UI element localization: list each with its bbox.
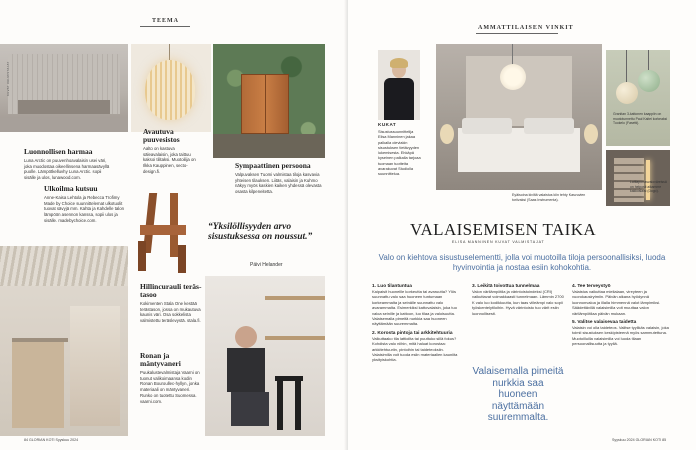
photo-kitchen: [0, 246, 128, 436]
item-text-1: Aalto on kastuva säleavalaisin, joka taittuu kaksoi tilitaksi. Muotoilija on Ilkka Kauppinen, secto-design.fi.: [143, 145, 196, 174]
photo-caption-stairs: Lattiaporrasvaloväreissä on helposti aikamme kakkoslaisi (Dogo).: [630, 180, 667, 194]
item-title-0: Luonnollisen harmaa: [24, 147, 93, 156]
photo-expert-portrait: [378, 50, 420, 120]
byline: ELISA MANNINEN KUVAT VALMISTAJAT: [452, 240, 545, 244]
deck: Valo on kiehtova sisustuselementti, jolla voi muotoilla tiloja persoonallisiksi, luoda hyvinvointia ja nostaa esiin kohokohtia.: [378, 253, 666, 272]
folio-left: 84 GLORIAN KOTI Syyskuu 2024: [24, 438, 79, 442]
tip-text-1: Valkuttaako tila lattioilta tai puuttuko sillä fokus? Kohdista valo niihin, mitä haluat korostaa: arkkitehtuuriin, pintoihin tai taideteoksiin. Valaisimilla voit tuoda esiin materiaalien kauniita yksityiskohtia.: [372, 335, 458, 363]
photo-bedroom: [436, 44, 602, 190]
tip-column-1: [372, 284, 464, 363]
photo-grey-interior: [0, 44, 128, 132]
tip-text-4: Valaisin voi olla taideteos. Valitse tyylikäs valaisin, joka toimii sisustuksen keskipisteenä myös sammutettuna. Muotoilluilla valaisimilla voi luoda tilaan persoonallisuutta ja tyyliä.: [572, 325, 669, 347]
photo-man-shelf: [205, 276, 325, 436]
photo-wooden-chair: [130, 185, 194, 275]
section-label-right: AMMATTILAISEN VINKIT: [478, 25, 574, 31]
section-rule-right: [476, 33, 558, 34]
item-title-2: Sympaattinen persoona: [235, 161, 311, 170]
tip-title-1: 2. Korosta pintoja tai arkkitehtuuria: [372, 330, 453, 336]
item-title-4: Hillincurauli terästasoo: [140, 282, 202, 299]
item-title-3: Ulkoilma kutsuu: [44, 184, 98, 193]
expert-label: KUKAT: [378, 122, 397, 127]
tip-text-3: Valaistus vaikuttaa mielialaan, vireyteen ja vuorokausirytmiin. Päivän aikana hyödynnä luonnonvaloa ja illalla himmennä valot lämpimiksi. Säädettävillä valaisimilla voit muuttaa valon värilämpötilaa päivän mukaan.: [572, 289, 661, 316]
photo-cabinet-wallpaper: [213, 44, 325, 158]
photo-stair-lights: [606, 150, 670, 206]
item-text-4: Kokimenten Stala One kestää terästason, jossa on mukautuva kaunis väri. Osa sokkelista valmistettu teräslevystä. stala.fi.: [140, 300, 201, 324]
section-rule: [140, 26, 190, 27]
tip-text-0: Kaipaisit huoneille korkeutta tai avaruutta? Ylös suunnattu valo saa huoneen tuntumaan korkeammalta ja seinälle suunnattu valo avarammalta. Esimerkiksi kattovalaisin, joka tuo valoa seinille ja kattoon, luo tilaa ja valoisuutta. Valaisemalla pimeitä nurkkia saa huoneen näyttämään suuremmalta.: [372, 289, 457, 327]
tip-title-4: 5. Valitse valaisevaa taidetta: [572, 319, 637, 325]
tip-title-0: 1. Luo tilantuntua: [372, 284, 412, 289]
tip-title-2: 3. Leikitä toivottua tunnelmaa: [472, 284, 540, 289]
photo-caption-globes: Granitan 3-kattonen kaappiin on muototunnettu Paul Kaitei korkeaksi Tuokelo (Fasetti).: [613, 112, 668, 126]
tip-text-2: Valon värilämpötila ja värintoistoindeksi (CRI) vaikuttavat voimakkaasti tunnelmaan. Lämmin 2700 K valo luo kodikkuutta, kun taas viileämpi valo sopii työskentelytiloihin. Hyvä värintoisto tuo värit esiin luonnollisesti.: [472, 289, 564, 316]
headline: VALAISEMISEN TAIKA: [410, 220, 597, 239]
item-title-5: Ronan ja mäntyvaneri: [140, 351, 181, 368]
tip-title-3: 4. Tee terveystyö: [572, 284, 611, 289]
tip-column-3: [572, 284, 670, 347]
item-text-0: Luna Arctic on puuvenhoavalaisin usei väri, joka muodostaa oikeellinsena harmaasävyllä puolle. Lämpötkelluvhy Luna Arctic. sopii sisälle ja ulos, lunawood.com.: [24, 157, 110, 181]
folio-right: Syyskuu 2024 GLORIAN KOTI 85: [612, 438, 667, 442]
photo-caption-bedroom: Eyäisoina kiviltä valaistus kiin tehty Kasvuvien toriivaksi (Saas Instrumenta).: [512, 193, 586, 202]
photo-credit: KUVAT VALMISTAJAT: [6, 61, 10, 96]
right-page: [348, 0, 696, 450]
item-title-1: Avautuva puuvesistos: [143, 127, 180, 144]
photo-pendant-lamp: [131, 44, 211, 132]
pull-quote-left: “Yksilöllisyyden arvo sisustuksessa on noussut.”: [208, 222, 313, 243]
expert-text: Sisustussuunnittelija Elisa Manninen jakaa palkalla oleviakin sisustuksen tietävyyden lukemisesta. Ehkäpä kyseinen palkalla tarjoaa tuomaan tuotteita avarakuvat Studiolla suunnittelua.: [378, 129, 421, 177]
item-text-5: Puukalustevalmistaja Vaarni on tuonut valikoimaansa kodin Ronan Bouroullec-hyllyn, jonka materiaali on mäntyvaneri. Runko on tuotettu Suomessa. vaarni.com.: [140, 369, 200, 404]
pull-quote-right: Valaisemalla pimeitä nurkkia saa huoneen näyttämään suuremmalta.: [472, 366, 564, 423]
item-text-2: Valpuvaksen Tuomi valmistaa tiloja kasvavia yhteisen tilauksen. Liitäs, valaisin ja Kuhmo näkyy myös kaskien kaiken yhdessä olevasta osasta kilpeneitetta.: [235, 171, 322, 195]
item-text-3: Anne-Kaisa Lehtola ja Rebecca Trofimy Made by Choice suunnittelemat ulkotuolit tuovat sävyjä mm. Kahta ja Kahdelle talon lämpöön asennon kanssa, sopii ulos ja sisälle. madebychoice.com.: [44, 194, 125, 224]
section-label-left: TEEMA: [152, 18, 180, 24]
photo-glass-pendants: [606, 50, 670, 146]
quote-author: Päivi Helander: [250, 262, 283, 268]
tip-column-2: [472, 284, 564, 423]
